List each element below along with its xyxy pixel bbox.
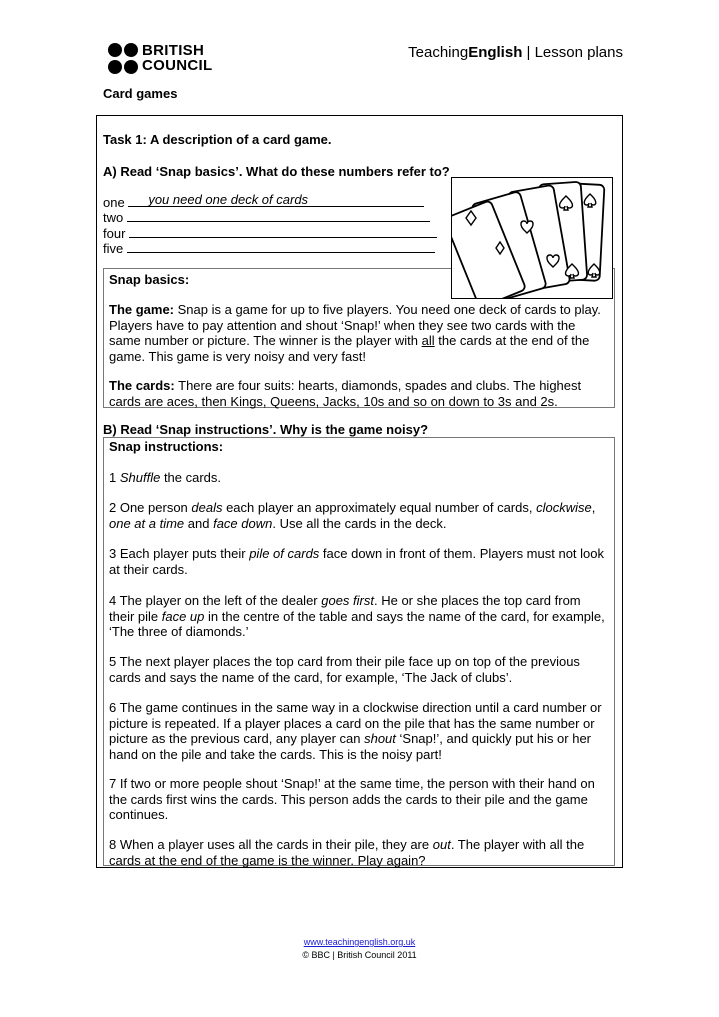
step-text: ‘Snap!’, and quickly put his or her hand on the pile and take the cards. This is the noisy part! [109,731,592,762]
answer-line[interactable] [129,225,437,238]
answer-text: you need one deck of cards [148,192,309,207]
logo-line-2: COUNCIL [142,57,213,74]
step-text: 3 Each player puts their [109,546,250,561]
step-italic: shout [364,731,396,746]
row-word: one [103,195,125,210]
answer-line[interactable] [128,194,424,207]
step-text: 2 One person [109,500,192,515]
playing-cards-illustration [452,178,612,298]
answer-line[interactable] [127,209,430,222]
footer-website-link[interactable]: www.teachingenglish.org.uk [303,937,416,947]
british-council-logo [108,43,228,75]
cards-label: The cards: [109,378,175,393]
step-italic: one at a time [109,515,185,531]
step-italic: face up [161,608,205,624]
question-a: A) Read ‘Snap basics’. What do these numbers refer to? [103,164,450,179]
step-italic: face down [213,515,273,531]
step-text: . He or she places the top card from their pile [109,593,581,624]
game-text: Snap is a game for up to five players. You need one deck of cards to play. Players have to pay attention and shout ‘Snap!’ when they see two cards with the same number or picture. The winner is the player with [109,302,601,348]
instruction-step-8 [109,837,609,868]
logo-dots-icon [108,43,142,75]
fill-row-five [103,240,435,256]
step-text: face down in front of them. Players must not look at their cards. [109,546,604,577]
question-b: B) Read ‘Snap instructions’. Why is the game noisy? [103,422,429,437]
step-text: . The player with all the cards at the end of the game is the winner. Play again? [109,837,585,868]
step-text: each player an approximately equal number of cards, [222,500,537,515]
step-text: 1 [109,470,120,485]
step-text: 8 When a player uses all the cards in their pile, they are [109,837,433,852]
brand-suffix: | Lesson plans [522,44,623,61]
instruction-step-2 [109,500,609,531]
snap-basics-game [109,302,609,364]
step-italic: Shuffle [119,470,161,485]
answer-line[interactable] [127,240,435,253]
snap-basics-title: Snap basics: [109,272,190,287]
game-text-underlined: all [421,333,435,348]
snap-basics-cards [109,378,609,409]
playing-cards-image [451,177,613,299]
step-text: and [184,515,214,531]
step-italic: out [432,837,451,852]
row-word: four [103,226,126,241]
instruction-step-6 [109,700,609,762]
brand-bold: English [468,44,523,61]
step-italic: goes first [321,593,374,608]
document-title: Card games [103,86,178,101]
instruction-step-1 [109,470,609,486]
row-word: two [103,210,124,225]
logo-line-1: BRITISH [142,42,205,59]
brand-prefix: Teaching [408,44,469,61]
fill-row-two [103,209,430,225]
fill-row-four [103,225,437,241]
logo-text [142,43,212,73]
brand-title [408,44,623,61]
step-text: in the centre of the table and says the name of the card, for example, ‘The three of diamonds.’ [109,608,605,639]
instruction-step-3 [109,546,609,577]
instruction-step-7: 7 If two or more people shout ‘Snap!’ at the same time, the person with their hand on the cards first wins the cards. This person adds the cards to their pile and the game continues. [109,776,595,822]
instruction-step-4 [109,593,609,640]
fill-row-one [103,194,424,210]
snap-instructions-title: Snap instructions: [109,439,224,454]
step-italic: clockwise [536,500,592,515]
footer-copyright: © BBC | British Council 2011 [302,950,417,960]
step-italic: deals [191,500,223,515]
game-label: The game: [109,302,175,317]
step-text: , [591,500,596,515]
row-word: five [103,241,124,256]
cards-text: There are four suits: hearts, diamonds, spades and clubs. The highest cards are aces, then Kings, Queens, Jacks, 10s and so on down to 3s and 2s. [109,378,582,409]
step-italic: pile of cards [249,546,320,561]
step-text: the cards. [160,470,222,485]
instruction-step-5: 5 The next player places the top card from their pile face up on top of the previous cards and says the name of the card, for example, ‘The Jack of clubs’. [109,654,580,685]
step-text: 6 The game continues in the same way in a clockwise direction until a card number or picture is repeated. If a player places a card on the pile that has the same number or picture as the previous card, any player can [109,700,602,746]
step-text: 4 The player on the left of the dealer [109,593,322,608]
step-text: . Use all the cards in the deck. [272,515,447,531]
task-title: Task 1: A description of a card game. [103,132,332,147]
game-text: the cards at the end of the game. This game is very noisy and very fast! [109,333,590,364]
